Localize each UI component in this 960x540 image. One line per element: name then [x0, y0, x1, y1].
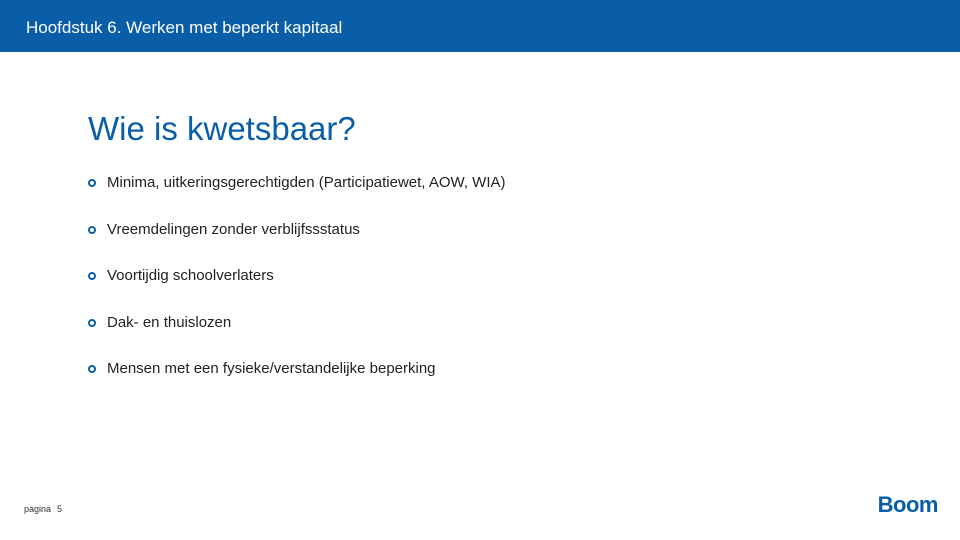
chapter-title: Hoofdstuk 6. Werken met beperkt kapitaal	[26, 18, 343, 37]
circle-bullet-icon	[88, 226, 96, 234]
bullet-text: Voortijdig schoolverlaters	[107, 267, 274, 284]
bullet-text: Minima, uitkeringsgerechtigden (Participatiewet, AOW, WIA)	[107, 174, 506, 191]
bullet-text: Dak- en thuislozen	[107, 313, 232, 331]
bullet-list	[88, 172, 505, 405]
slide-title: Wie is kwetsbaar?	[88, 110, 356, 147]
page-number-value: 5	[57, 504, 63, 514]
boom-logo: Boom	[877, 492, 938, 517]
circle-bullet-icon	[88, 319, 96, 327]
circle-bullet-icon	[88, 272, 96, 280]
bullet-text: Vreemdelingen zonder verblijfssstatus	[107, 220, 360, 238]
list-item	[88, 219, 505, 241]
header-bar	[0, 0, 960, 52]
page-number	[24, 503, 68, 515]
circle-bullet-icon	[88, 179, 96, 187]
list-item	[88, 172, 505, 194]
bullet-text: Mensen met een fysieke/verstandelijke beperking	[107, 360, 436, 377]
list-item	[88, 265, 505, 287]
page-label: pagina	[24, 504, 52, 514]
list-item	[88, 358, 505, 380]
list-item	[88, 312, 505, 334]
circle-bullet-icon	[88, 365, 96, 373]
